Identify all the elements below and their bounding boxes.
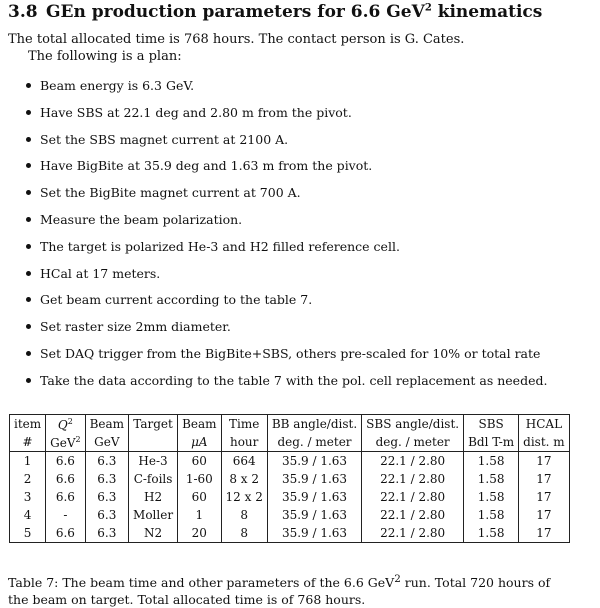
cell-beam: 6.3	[85, 488, 128, 506]
table-units-row	[10, 433, 570, 452]
cell-bb: 35.9 / 1.63	[267, 488, 361, 506]
unit-hcal: dist. m	[519, 433, 570, 452]
cell-sbs-angle: 22.1 / 2.80	[362, 488, 464, 506]
header-q2	[46, 415, 85, 434]
cell-bb: 35.9 / 1.63	[267, 524, 361, 543]
table-row	[10, 452, 570, 471]
cell-sbs: 1.58	[464, 452, 519, 471]
table-caption	[8, 571, 568, 608]
caption-head: Table 7: The beam time and other parameters of the 6.6 GeV	[8, 575, 395, 591]
cell-beam: 6.3	[85, 470, 128, 488]
unit-sbs-angle: deg. / meter	[362, 433, 464, 452]
cell-sbs: 1.58	[464, 506, 519, 524]
unit-item: #	[10, 433, 46, 452]
unit-q2-sup: 2	[75, 434, 81, 444]
cell-beam-current: 1-60	[178, 470, 221, 488]
cell-target: H2	[129, 488, 178, 506]
cell-hcal: 17	[519, 452, 570, 471]
cell-beam: 6.3	[85, 452, 128, 471]
cell-q2: 6.6	[46, 470, 85, 488]
cell-q2: 6.6	[46, 488, 85, 506]
cell-sbs: 1.58	[464, 470, 519, 488]
table-row	[10, 488, 570, 506]
section-number: 3.8	[8, 2, 38, 22]
cell-item: 5	[10, 524, 46, 543]
unit-q2-text: GeV	[50, 435, 76, 450]
cell-item: 2	[10, 470, 46, 488]
intro-paragraph: The total allocated time is 768 hours. The contact person is G. Cates.	[8, 32, 465, 47]
plan-item: Have SBS at 22.1 deg and 2.80 m from the pivot.	[26, 105, 547, 132]
cell-item: 3	[10, 488, 46, 506]
cell-time: 8 x 2	[221, 470, 267, 488]
cell-sbs-angle: 22.1 / 2.80	[362, 452, 464, 471]
cell-target: Moller	[129, 506, 178, 524]
cell-sbs-angle: 22.1 / 2.80	[362, 470, 464, 488]
unit-time: hour	[221, 433, 267, 452]
cell-target: C-foils	[129, 470, 178, 488]
cell-sbs: 1.58	[464, 524, 519, 543]
section-title	[8, 2, 542, 22]
unit-beam-current-text: μA	[191, 435, 208, 449]
plan-item: The target is polarized He-3 and H2 filled reference cell.	[26, 239, 547, 266]
header-q2-symbol: Q	[57, 417, 68, 432]
cell-time: 12 x 2	[221, 488, 267, 506]
table-row	[10, 470, 570, 488]
plan-item: Get beam current according to the table 7.	[26, 292, 547, 319]
header-bb: BB angle/dist.	[267, 415, 361, 434]
cell-bb: 35.9 / 1.63	[267, 452, 361, 471]
caption-superscript: 2	[394, 573, 401, 585]
cell-hcal: 17	[519, 524, 570, 543]
cell-hcal: 17	[519, 506, 570, 524]
plan-item: Set raster size 2mm diameter.	[26, 319, 547, 346]
cell-hcal: 17	[519, 470, 570, 488]
header-sbs-angle: SBS angle/dist.	[362, 415, 464, 434]
plan-list	[26, 78, 547, 400]
plan-item: Set DAQ trigger from the BigBite+SBS, others pre-scaled for 10% or total rate	[26, 346, 547, 373]
plan-item: HCal at 17 meters.	[26, 266, 547, 293]
header-item: item	[10, 415, 46, 434]
cell-time: 664	[221, 452, 267, 471]
cell-time: 8	[221, 524, 267, 543]
plan-lead-text: The following is a plan:	[28, 49, 182, 64]
plan-item: Have BigBite at 35.9 deg and 1.63 m from the pivot.	[26, 158, 547, 185]
header-sbs: SBS	[464, 415, 519, 434]
unit-bb: deg. / meter	[267, 433, 361, 452]
unit-sbs: Bdl T-m	[464, 433, 519, 452]
plan-item: Beam energy is 6.3 GeV.	[26, 78, 547, 105]
cell-target: He-3	[129, 452, 178, 471]
cell-sbs: 1.58	[464, 488, 519, 506]
cell-target: N2	[129, 524, 178, 543]
table-row	[10, 506, 570, 524]
caption-tail: run. Total 720 hours of the beam on target. Total allocated time is of 768 hours.	[8, 575, 551, 608]
cell-beam: 6.3	[85, 524, 128, 543]
header-target: Target	[129, 415, 178, 434]
plan-item: Measure the beam polarization.	[26, 212, 547, 239]
cell-q2: 6.6	[46, 524, 85, 543]
cell-item: 4	[10, 506, 46, 524]
unit-beam: GeV	[85, 433, 128, 452]
cell-bb: 35.9 / 1.63	[267, 506, 361, 524]
cell-item: 1	[10, 452, 46, 471]
cell-bb: 35.9 / 1.63	[267, 470, 361, 488]
table-row	[10, 524, 570, 543]
plan-item: Set the BigBite magnet current at 700 A.	[26, 185, 547, 212]
cell-q2: -	[46, 506, 85, 524]
header-beam: Beam	[85, 415, 128, 434]
unit-q2	[46, 433, 85, 452]
header-q2-sup: 2	[67, 416, 73, 426]
cell-beam: 6.3	[85, 506, 128, 524]
cell-beam-current: 20	[178, 524, 221, 543]
cell-beam-current: 60	[178, 488, 221, 506]
cell-sbs-angle: 22.1 / 2.80	[362, 506, 464, 524]
section-title-tail: kinematics	[431, 2, 543, 22]
cell-q2: 6.6	[46, 452, 85, 471]
header-hcal: HCAL	[519, 415, 570, 434]
header-beam-current: Beam	[178, 415, 221, 434]
parameters-table	[9, 414, 570, 543]
cell-time: 8	[221, 506, 267, 524]
cell-hcal: 17	[519, 488, 570, 506]
cell-sbs-angle: 22.1 / 2.80	[362, 524, 464, 543]
cell-beam-current: 60	[178, 452, 221, 471]
section-title-text: GEn production parameters for 6.6 GeV	[46, 2, 425, 22]
cell-beam-current: 1	[178, 506, 221, 524]
unit-target	[129, 433, 178, 452]
table-header-row	[10, 415, 570, 434]
section-title-superscript: 2	[424, 2, 432, 14]
plan-item: Take the data according to the table 7 with the pol. cell replacement as needed.	[26, 373, 547, 400]
header-time: Time	[221, 415, 267, 434]
plan-item: Set the SBS magnet current at 2100 A.	[26, 132, 547, 159]
unit-beam-current	[178, 433, 221, 452]
